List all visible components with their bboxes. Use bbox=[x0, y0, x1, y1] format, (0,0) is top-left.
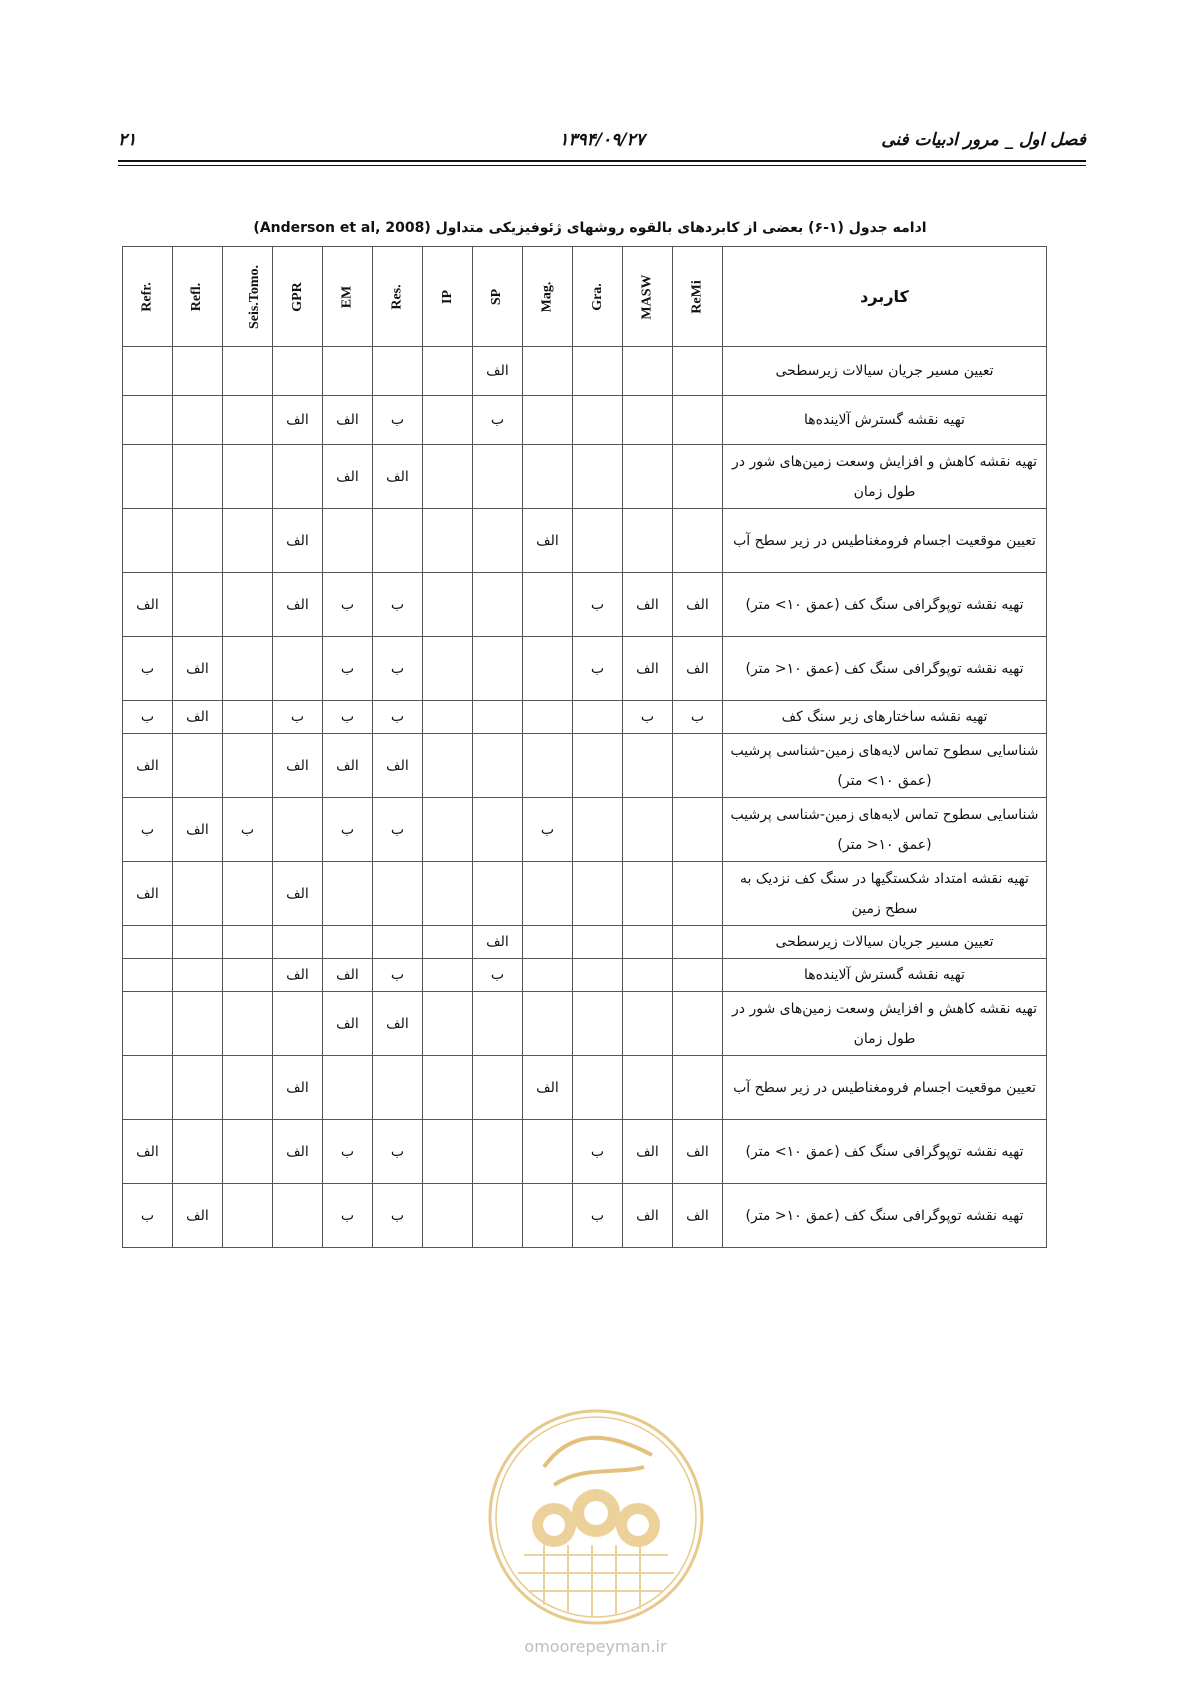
column-header-0 bbox=[123, 247, 173, 347]
table-header-row bbox=[123, 247, 1047, 347]
table-row bbox=[123, 1056, 1047, 1120]
table-row bbox=[123, 734, 1047, 798]
rating-cell: الف bbox=[273, 573, 323, 637]
rating-cell bbox=[273, 992, 323, 1056]
rating-cell bbox=[173, 347, 223, 396]
rating-cell: ب bbox=[323, 1120, 373, 1184]
rating-cell bbox=[223, 1056, 273, 1120]
rating-cell bbox=[623, 396, 673, 445]
rating-cell bbox=[623, 992, 673, 1056]
rating-cell: ب bbox=[323, 701, 373, 734]
rating-cell bbox=[473, 992, 523, 1056]
rating-cell bbox=[123, 1056, 173, 1120]
rating-cell bbox=[623, 445, 673, 509]
column-header-11 bbox=[673, 247, 723, 347]
rating-cell bbox=[473, 734, 523, 798]
rating-cell: الف bbox=[623, 1120, 673, 1184]
rating-cell: ب bbox=[123, 701, 173, 734]
rating-cell bbox=[523, 734, 573, 798]
rating-cell: الف bbox=[273, 1056, 323, 1120]
rating-cell bbox=[423, 573, 473, 637]
rating-cell bbox=[173, 573, 223, 637]
rating-cell bbox=[273, 347, 323, 396]
column-header-label: SP bbox=[489, 288, 505, 306]
rating-cell bbox=[673, 862, 723, 926]
rating-cell bbox=[223, 396, 273, 445]
rating-cell bbox=[673, 926, 723, 959]
rating-cell bbox=[523, 926, 573, 959]
rating-cell bbox=[623, 509, 673, 573]
rating-cell bbox=[523, 959, 573, 992]
rating-cell bbox=[423, 734, 473, 798]
rating-cell: ب bbox=[373, 959, 423, 992]
rating-cell bbox=[523, 637, 573, 701]
rating-cell: ب bbox=[123, 798, 173, 862]
rating-cell bbox=[323, 1056, 373, 1120]
rating-cell bbox=[573, 347, 623, 396]
rating-cell: الف bbox=[323, 992, 373, 1056]
rating-cell bbox=[223, 701, 273, 734]
table-row bbox=[123, 959, 1047, 992]
rating-cell bbox=[573, 734, 623, 798]
rating-cell bbox=[173, 862, 223, 926]
application-text: تعیین مسیر جریان سیالات زیرسطحی bbox=[775, 363, 994, 379]
rating-cell bbox=[273, 798, 323, 862]
rating-cell bbox=[573, 862, 623, 926]
application-text: تهیه نقشه کاهش و افزایش وسعت زمین‌های شور در طول زمان bbox=[732, 1000, 1037, 1047]
rating-cell bbox=[123, 347, 173, 396]
watermark-url: omoorepeyman.ir bbox=[524, 1637, 667, 1656]
application-text: شناسایی سطوح تماس لایه‌های زمین-شناسی پرشیب (عمق ۱۰< متر) bbox=[730, 806, 1039, 853]
column-header-label: EM bbox=[339, 285, 355, 309]
column-header-9 bbox=[573, 247, 623, 347]
rating-cell: الف bbox=[473, 347, 523, 396]
column-header-2 bbox=[223, 247, 273, 347]
rating-cell bbox=[523, 1120, 573, 1184]
rating-cell: ب bbox=[523, 798, 573, 862]
rating-cell bbox=[173, 445, 223, 509]
column-header-label: IP bbox=[439, 290, 455, 304]
rating-cell bbox=[573, 1056, 623, 1120]
rating-cell bbox=[423, 1184, 473, 1248]
application-cell bbox=[723, 1184, 1047, 1248]
rating-cell: ب bbox=[373, 1120, 423, 1184]
rating-cell: ب bbox=[323, 798, 373, 862]
rating-cell bbox=[473, 573, 523, 637]
application-text: تهیه نقشه امتداد شکستگیها در سنگ کف نزدیک به سطح زمین bbox=[740, 870, 1029, 917]
rating-cell: ب bbox=[323, 637, 373, 701]
rating-cell: الف bbox=[123, 1120, 173, 1184]
table-row bbox=[123, 396, 1047, 445]
rating-cell bbox=[373, 926, 423, 959]
rating-cell bbox=[323, 926, 373, 959]
application-cell bbox=[723, 926, 1047, 959]
rating-cell bbox=[473, 1056, 523, 1120]
rating-cell bbox=[273, 445, 323, 509]
column-header-8 bbox=[523, 247, 573, 347]
rating-cell bbox=[623, 926, 673, 959]
rating-cell bbox=[573, 798, 623, 862]
rating-cell bbox=[123, 396, 173, 445]
rating-cell bbox=[223, 926, 273, 959]
rating-cell bbox=[373, 509, 423, 573]
rating-cell: ب bbox=[573, 1184, 623, 1248]
rating-cell bbox=[423, 637, 473, 701]
application-cell bbox=[723, 862, 1047, 926]
rating-cell bbox=[473, 798, 523, 862]
column-header-7 bbox=[473, 247, 523, 347]
rating-cell: الف bbox=[123, 734, 173, 798]
table-row bbox=[123, 798, 1047, 862]
rating-cell bbox=[573, 396, 623, 445]
rating-cell bbox=[673, 992, 723, 1056]
header-rule-thick bbox=[118, 160, 1086, 162]
rating-cell bbox=[623, 1056, 673, 1120]
rating-cell: الف bbox=[623, 1184, 673, 1248]
application-cell bbox=[723, 445, 1047, 509]
column-header-1 bbox=[173, 247, 223, 347]
application-cell bbox=[723, 959, 1047, 992]
rating-cell bbox=[223, 1120, 273, 1184]
application-cell bbox=[723, 509, 1047, 573]
application-text: تهیه نقشه توپوگرافی سنگ کف (عمق ۱۰< متر) bbox=[745, 660, 1024, 677]
rating-cell bbox=[573, 959, 623, 992]
rating-cell: ب bbox=[373, 701, 423, 734]
column-header-label: Gra. bbox=[589, 283, 605, 311]
rating-cell bbox=[473, 509, 523, 573]
document-date: ۱۳۹۴/۰۹/۲۷ bbox=[559, 130, 645, 150]
rating-cell bbox=[473, 701, 523, 734]
application-text: تهیه نقشه توپوگرافی سنگ کف (عمق ۱۰< متر) bbox=[745, 1207, 1024, 1224]
column-header-label: MASW bbox=[639, 274, 655, 320]
rating-cell: ب bbox=[573, 573, 623, 637]
rating-cell bbox=[523, 862, 573, 926]
rating-cell bbox=[523, 573, 573, 637]
table-row bbox=[123, 1184, 1047, 1248]
rating-cell bbox=[223, 734, 273, 798]
rating-cell bbox=[373, 347, 423, 396]
application-cell bbox=[723, 734, 1047, 798]
rating-cell bbox=[173, 959, 223, 992]
rating-cell bbox=[323, 509, 373, 573]
application-cell bbox=[723, 396, 1047, 445]
rating-cell bbox=[173, 992, 223, 1056]
rating-cell: ب bbox=[473, 396, 523, 445]
rating-cell: الف bbox=[273, 862, 323, 926]
application-cell bbox=[723, 798, 1047, 862]
application-cell bbox=[723, 1056, 1047, 1120]
chapter-title: فصل اول _ مرور ادبیات فنی bbox=[881, 130, 1086, 150]
rating-cell bbox=[173, 396, 223, 445]
rating-cell bbox=[573, 701, 623, 734]
rating-cell: ب bbox=[273, 701, 323, 734]
rating-cell bbox=[273, 1184, 323, 1248]
application-header-label: کاربرد bbox=[860, 287, 909, 306]
application-text: تهیه نقشه توپوگرافی سنگ کف (عمق ۱۰> متر) bbox=[745, 596, 1024, 613]
rating-cell: ب bbox=[373, 637, 423, 701]
rating-cell bbox=[223, 509, 273, 573]
page-number: ۲۱ bbox=[118, 130, 137, 150]
rating-cell: الف bbox=[323, 396, 373, 445]
rating-cell bbox=[573, 445, 623, 509]
rating-cell bbox=[423, 347, 473, 396]
rating-cell bbox=[423, 1120, 473, 1184]
rating-cell: ب bbox=[623, 701, 673, 734]
rating-cell: الف bbox=[523, 1056, 573, 1120]
column-header-label: Refr. bbox=[139, 282, 155, 312]
rating-cell bbox=[623, 862, 673, 926]
rating-cell bbox=[223, 573, 273, 637]
application-cell bbox=[723, 1120, 1047, 1184]
rating-cell bbox=[173, 734, 223, 798]
rating-cell: الف bbox=[173, 798, 223, 862]
rating-cell bbox=[423, 1056, 473, 1120]
rating-cell: ب bbox=[373, 798, 423, 862]
rating-cell bbox=[223, 1184, 273, 1248]
rating-cell: ب bbox=[223, 798, 273, 862]
rating-cell bbox=[223, 862, 273, 926]
rating-cell: الف bbox=[373, 992, 423, 1056]
column-header-6 bbox=[423, 247, 473, 347]
application-text: تهیه نقشه گسترش آلاینده‌ها bbox=[804, 967, 965, 983]
rating-cell: الف bbox=[623, 637, 673, 701]
rating-cell bbox=[623, 347, 673, 396]
column-header-3 bbox=[273, 247, 323, 347]
rating-cell bbox=[373, 1056, 423, 1120]
rating-cell bbox=[423, 798, 473, 862]
rating-cell: الف bbox=[473, 926, 523, 959]
column-header-4 bbox=[323, 247, 373, 347]
rating-cell: ب bbox=[673, 701, 723, 734]
rating-cell bbox=[123, 445, 173, 509]
rating-cell bbox=[673, 798, 723, 862]
rating-cell bbox=[173, 509, 223, 573]
rating-cell: الف bbox=[273, 1120, 323, 1184]
rating-cell bbox=[573, 992, 623, 1056]
rating-cell: الف bbox=[323, 959, 373, 992]
table-row bbox=[123, 637, 1047, 701]
rating-cell: الف bbox=[273, 734, 323, 798]
rating-cell: الف bbox=[673, 637, 723, 701]
rating-cell bbox=[173, 926, 223, 959]
table-body bbox=[123, 347, 1047, 1248]
table-caption: ادامه جدول (۱-۶) بعضی از کابردهای بالقوه روشهای ژئوفیزیکی متداول (Anderson et al, 2008) bbox=[253, 220, 927, 236]
column-header-10 bbox=[623, 247, 673, 347]
rating-cell bbox=[123, 992, 173, 1056]
application-cell bbox=[723, 992, 1047, 1056]
table-row bbox=[123, 573, 1047, 637]
rating-cell bbox=[373, 862, 423, 926]
rating-cell: ب bbox=[373, 396, 423, 445]
rating-cell: الف bbox=[673, 1120, 723, 1184]
rating-cell: ب bbox=[573, 1120, 623, 1184]
rating-cell: ب bbox=[323, 1184, 373, 1248]
rating-cell: الف bbox=[373, 445, 423, 509]
watermark-logo bbox=[484, 1405, 708, 1629]
header-rule-thin bbox=[118, 165, 1086, 166]
table-row bbox=[123, 509, 1047, 573]
application-text: تهیه نقشه توپوگرافی سنگ کف (عمق ۱۰> متر) bbox=[745, 1143, 1024, 1160]
rating-cell: ب bbox=[373, 1184, 423, 1248]
rating-cell: الف bbox=[373, 734, 423, 798]
rating-cell bbox=[523, 701, 573, 734]
rating-cell bbox=[273, 926, 323, 959]
rating-cell: الف bbox=[323, 734, 373, 798]
rating-cell bbox=[523, 445, 573, 509]
column-header-label: ReMi bbox=[689, 280, 705, 314]
rating-cell: ب bbox=[573, 637, 623, 701]
rating-cell bbox=[623, 959, 673, 992]
rating-cell bbox=[223, 445, 273, 509]
application-column-header bbox=[723, 247, 1047, 347]
application-text: شناسایی سطوح تماس لایه‌های زمین-شناسی پرشیب (عمق ۱۰> متر) bbox=[730, 742, 1039, 789]
rating-cell: الف bbox=[173, 1184, 223, 1248]
table-row bbox=[123, 445, 1047, 509]
rating-cell bbox=[423, 445, 473, 509]
rating-cell bbox=[123, 926, 173, 959]
rating-cell bbox=[473, 1184, 523, 1248]
rating-cell: الف bbox=[623, 573, 673, 637]
rating-cell: الف bbox=[123, 862, 173, 926]
rating-cell bbox=[523, 1184, 573, 1248]
rating-cell bbox=[123, 959, 173, 992]
rating-cell: ب bbox=[323, 573, 373, 637]
rating-cell bbox=[423, 509, 473, 573]
methods-table bbox=[122, 246, 1047, 1248]
rating-cell bbox=[223, 959, 273, 992]
application-cell bbox=[723, 637, 1047, 701]
rating-cell bbox=[623, 798, 673, 862]
column-header-label: Refl. bbox=[189, 282, 205, 312]
rating-cell bbox=[473, 1120, 523, 1184]
application-text: تعیین موقعیت اجسام فرومغناطیس در زیر سطح آب bbox=[733, 532, 1036, 549]
rating-cell bbox=[573, 926, 623, 959]
rating-cell bbox=[573, 509, 623, 573]
column-header-label: Seis.Tomo. bbox=[247, 264, 263, 330]
rating-cell bbox=[423, 959, 473, 992]
rating-cell bbox=[423, 701, 473, 734]
rating-cell bbox=[673, 396, 723, 445]
rating-cell bbox=[223, 992, 273, 1056]
application-cell bbox=[723, 347, 1047, 396]
rating-cell bbox=[423, 396, 473, 445]
rating-cell bbox=[523, 992, 573, 1056]
application-text: تعیین مسیر جریان سیالات زیرسطحی bbox=[775, 934, 994, 950]
rating-cell: الف bbox=[273, 509, 323, 573]
rating-cell bbox=[223, 637, 273, 701]
rating-cell bbox=[123, 509, 173, 573]
rating-cell bbox=[223, 347, 273, 396]
rating-cell: الف bbox=[523, 509, 573, 573]
rating-cell: الف bbox=[273, 959, 323, 992]
table-row bbox=[123, 926, 1047, 959]
rating-cell: ب bbox=[373, 573, 423, 637]
column-header-label: Res. bbox=[389, 284, 405, 310]
column-header-label: Mag. bbox=[539, 281, 555, 313]
rating-cell bbox=[673, 734, 723, 798]
application-text: تعیین موقعیت اجسام فرومغناطیس در زیر سطح آب bbox=[733, 1079, 1036, 1096]
rating-cell bbox=[273, 637, 323, 701]
column-header-label: GPR bbox=[289, 282, 305, 312]
rating-cell: الف bbox=[273, 396, 323, 445]
rating-cell bbox=[173, 1120, 223, 1184]
rating-cell: الف bbox=[173, 701, 223, 734]
rating-cell: الف bbox=[173, 637, 223, 701]
application-text: تهیه نقشه کاهش و افزایش وسعت زمین‌های شور در طول زمان bbox=[732, 453, 1037, 500]
rating-cell: الف bbox=[123, 573, 173, 637]
rating-cell: ب bbox=[123, 1184, 173, 1248]
rating-cell bbox=[673, 347, 723, 396]
rating-cell bbox=[673, 1056, 723, 1120]
rating-cell: الف bbox=[323, 445, 373, 509]
application-cell bbox=[723, 573, 1047, 637]
rating-cell bbox=[323, 347, 373, 396]
rating-cell bbox=[423, 862, 473, 926]
rating-cell bbox=[623, 734, 673, 798]
column-header-5 bbox=[373, 247, 423, 347]
application-cell bbox=[723, 701, 1047, 734]
application-text: تهیه نقشه گسترش آلاینده‌ها bbox=[804, 412, 965, 428]
table-row bbox=[123, 992, 1047, 1056]
rating-cell bbox=[673, 509, 723, 573]
rating-cell: ب bbox=[473, 959, 523, 992]
rating-cell bbox=[473, 637, 523, 701]
rating-cell bbox=[473, 445, 523, 509]
rating-cell bbox=[673, 445, 723, 509]
rating-cell bbox=[423, 992, 473, 1056]
rating-cell bbox=[523, 396, 573, 445]
table-row bbox=[123, 1120, 1047, 1184]
rating-cell bbox=[173, 1056, 223, 1120]
table-row bbox=[123, 862, 1047, 926]
rating-cell bbox=[523, 347, 573, 396]
application-text: تهیه نقشه ساختارهای زیر سنگ کف bbox=[781, 709, 988, 725]
rating-cell bbox=[673, 959, 723, 992]
rating-cell: الف bbox=[673, 1184, 723, 1248]
table-row bbox=[123, 347, 1047, 396]
rating-cell bbox=[423, 926, 473, 959]
rating-cell bbox=[473, 862, 523, 926]
table-row bbox=[123, 701, 1047, 734]
rating-cell: الف bbox=[673, 573, 723, 637]
page-header bbox=[118, 128, 1086, 162]
rating-cell bbox=[323, 862, 373, 926]
rating-cell: ب bbox=[123, 637, 173, 701]
